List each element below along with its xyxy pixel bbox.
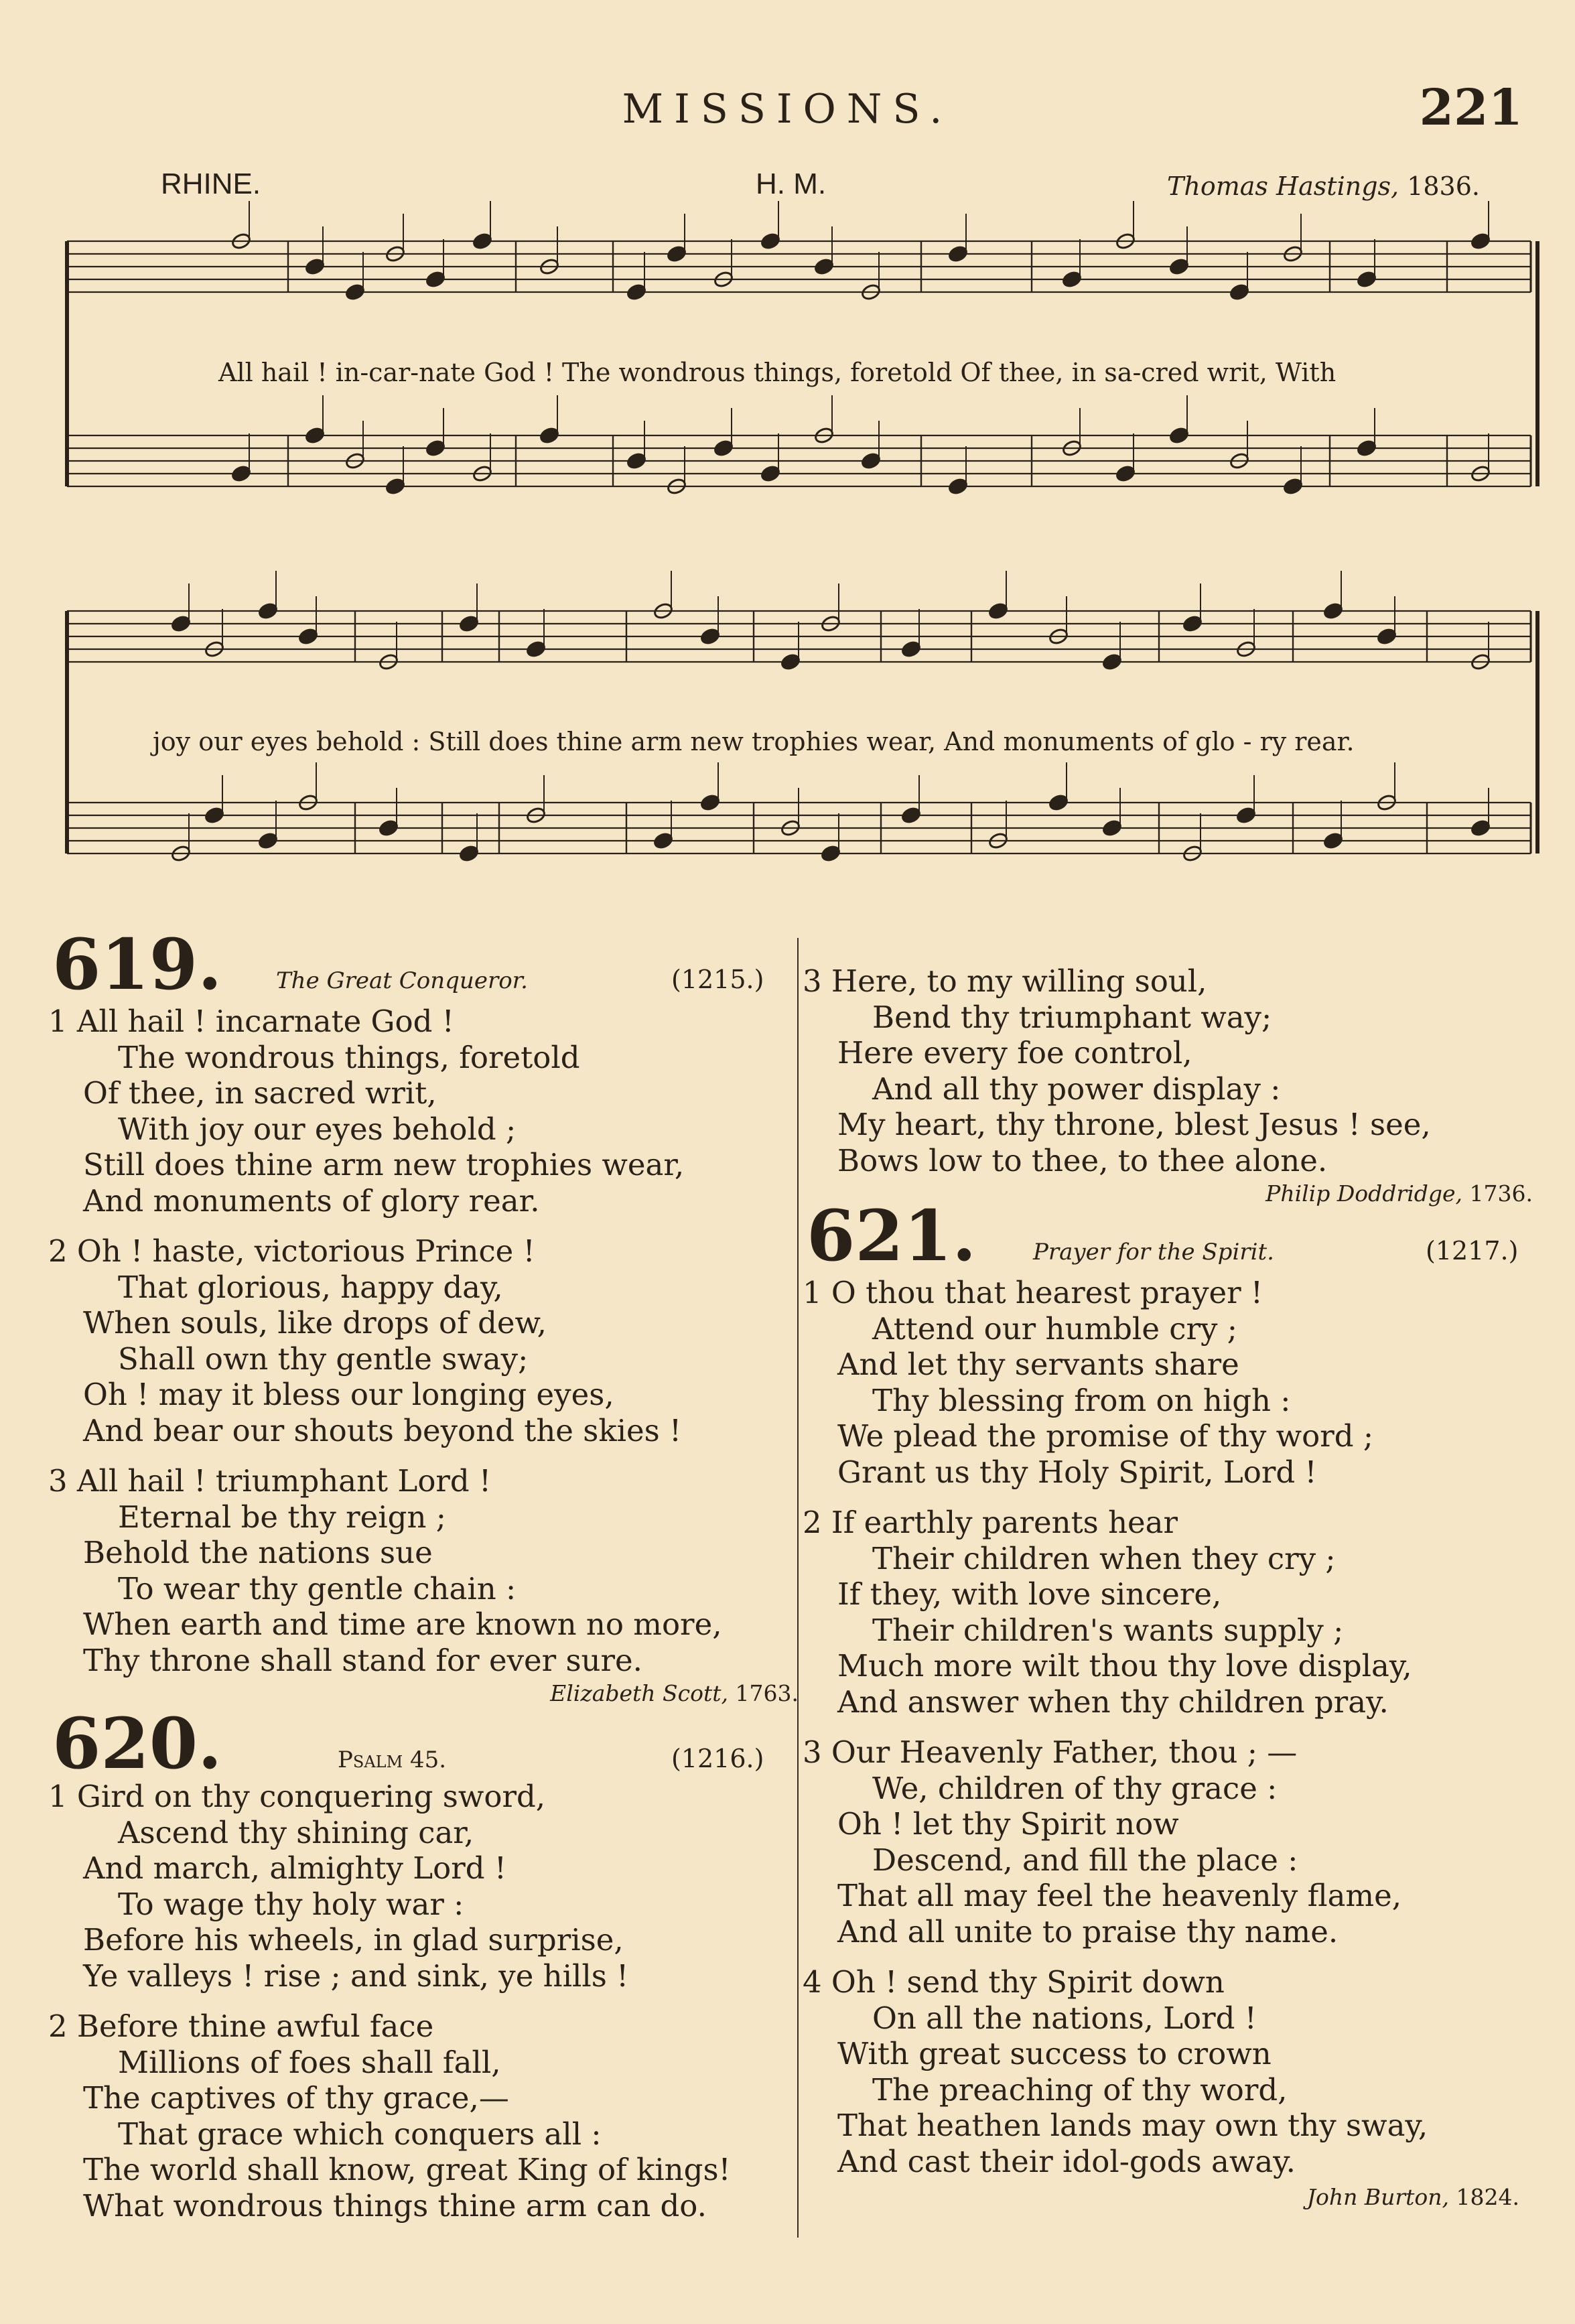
music-lyrics-line-1: All hail ! in-car-nate God ! The wondrous things, foretold Of thee, in sa-cred writ, With — [218, 358, 1337, 387]
stanza — [48, 1004, 805, 1219]
verse-line: And all thy power display : — [872, 1071, 1281, 1107]
verse-line: Behold the nations sue — [83, 1535, 433, 1570]
author-year: 1824. — [1456, 2184, 1519, 2210]
verse-line: That heathen lands may own thy sway, — [837, 2108, 1428, 2143]
verse-line: When earth and time are known no more, — [83, 1607, 722, 1642]
left-column — [48, 923, 805, 2238]
hymn-author — [803, 2182, 1560, 2213]
verse-line: What wondrous things thine arm can do. — [83, 2187, 707, 2224]
verse-line: Thy throne shall stand for ever sure. — [83, 1642, 642, 1678]
treble-staff-1 — [67, 201, 1531, 301]
hymn-number: 620. — [52, 1702, 222, 1785]
verse-line: The captives of thy grace,— — [83, 2080, 509, 2116]
tune-meter: H. M. — [756, 167, 827, 200]
hymn-621 — [803, 1194, 1560, 2213]
author-name: John Burton, — [1306, 2184, 1450, 2210]
hymn-619 — [48, 923, 805, 1709]
verse-line: The preaching of thy word, — [872, 2071, 1288, 2108]
section-title: MISSIONS. — [622, 86, 953, 133]
stanza — [803, 1505, 1560, 1720]
hymn-number: 621. — [807, 1194, 977, 1277]
verse-line: We plead the promise of thy word ; — [837, 1418, 1374, 1454]
tune-name: RHINE. — [161, 167, 261, 200]
verse-line: 1 Gird on thy conquering sword, — [48, 1779, 546, 1814]
verse-line: And monuments of glory rear. — [83, 1182, 540, 1219]
verse-line: That grace which conquers all : — [118, 2116, 602, 2152]
verse-line: And all unite to praise thy name. — [837, 1913, 1339, 1950]
verse-line: 3 Here, to my willing soul, — [803, 963, 1207, 999]
stanza — [803, 1964, 1560, 2179]
verse-line: 2 If earthly parents hear — [803, 1505, 1178, 1540]
verse-line: When souls, like drops of dew, — [83, 1305, 547, 1341]
author-year: 1763. — [735, 1680, 799, 1706]
bass-staff-2 — [67, 762, 1531, 863]
hymn-number: 619. — [52, 923, 222, 1006]
treble-staff-2 — [67, 571, 1531, 671]
stanza — [803, 963, 1560, 1178]
verse-line: Ye valleys ! rise ; and sink, ye hills ! — [83, 1958, 629, 1994]
verse-line: The wondrous things, foretold — [118, 1039, 580, 1075]
verse-line: The world shall know, great King of kings! — [83, 2152, 731, 2187]
verse-line: And march, almighty Lord ! — [83, 1850, 506, 1886]
verse-line: With great success to crown — [837, 2036, 1272, 2071]
hymn-ref: (1216.) — [671, 1744, 764, 1773]
verse-line: 3 Our Heavenly Father, thou ; — — [803, 1734, 1298, 1770]
verse-line: Bend thy triumphant way; — [872, 999, 1272, 1035]
verse-line: Eternal be thy reign ; — [118, 1499, 446, 1535]
stanza — [48, 1233, 805, 1448]
verse-line: Before his wheels, in glad surprise, — [83, 1922, 624, 1958]
verse-line: 2 Oh ! haste, victorious Prince ! — [48, 1233, 535, 1269]
hymn-620 — [48, 1702, 805, 2224]
verse-line: And bear our shouts beyond the skies ! — [83, 1412, 682, 1448]
verse-line: Ascend thy shining car, — [118, 1814, 474, 1850]
music-lyrics-line-2: joy our eyes behold : Still does thine arm new trophies wear, And monuments of glo - ry rear. — [153, 727, 1355, 756]
verse-line: 2 Before thine awful face — [48, 2008, 434, 2044]
verse-line: And let thy servants share — [837, 1347, 1239, 1382]
verse-line: 1 O thou that hearest prayer ! — [803, 1275, 1263, 1310]
composer-year: 1836. — [1407, 172, 1480, 201]
verse-line: Descend, and fill the place : — [872, 1842, 1298, 1878]
verse-line: That glorious, happy day, — [118, 1269, 503, 1305]
verse-line: Oh ! may it bless our longing eyes, — [83, 1377, 614, 1412]
verse-line: Their children when they cry ; — [872, 1540, 1336, 1576]
verse-line: And cast their idol-gods away. — [837, 2143, 1296, 2179]
composer-name: Thomas Hastings, — [1167, 172, 1399, 201]
verse-line: And answer when thy children pray. — [837, 1684, 1389, 1720]
hymn-ref: (1217.) — [1426, 1236, 1519, 1266]
verse-line: Still does thine arm new trophies wear, — [83, 1147, 685, 1182]
verse-line: With joy our eyes behold ; — [118, 1111, 517, 1147]
verse-line: If they, with love sincere, — [837, 1576, 1222, 1612]
right-column — [803, 963, 1560, 2213]
verse-line: Oh ! let thy Spirit now — [837, 1806, 1179, 1842]
verse-line: To wage thy holy war : — [118, 1886, 464, 1922]
verse-line: Of thee, in sacred writ, — [83, 1075, 437, 1111]
verse-line: Millions of foes shall fall, — [118, 2044, 501, 2080]
author-name: Elizabeth Scott, — [550, 1680, 729, 1706]
hymn-title: Psalm 45. — [338, 1747, 447, 1773]
verse-line: My heart, thy throne, blest Jesus ! see, — [837, 1107, 1431, 1142]
verse-line: Grant us thy Holy Spirit, Lord ! — [837, 1454, 1317, 1490]
verse-line: Bows low to thee, to thee alone. — [837, 1142, 1328, 1178]
bass-staff-1 — [67, 395, 1531, 496]
hymn-title: Prayer for the Spirit. — [1033, 1239, 1274, 1266]
verse-line: Thy blessing from on high : — [872, 1382, 1291, 1418]
hymn-title: The Great Conqueror. — [276, 967, 528, 994]
verse-line: 4 Oh ! send thy Spirit down — [803, 1964, 1225, 2000]
verse-line: Much more wilt thou thy love display, — [837, 1648, 1412, 1684]
stanza — [803, 1734, 1560, 1950]
stanza — [48, 2008, 805, 2224]
stanza — [48, 1779, 805, 1994]
author-name: Philip Doddridge, — [1265, 1180, 1463, 1207]
verse-line: That all may feel the heavenly flame, — [837, 1878, 1402, 1913]
verse-line: To wear thy gentle chain : — [118, 1570, 517, 1607]
verse-line: We, children of thy grace : — [872, 1770, 1278, 1806]
verse-line: On all the nations, Lord ! — [872, 2000, 1257, 2036]
stanza — [803, 1275, 1560, 1490]
stanza — [48, 1463, 805, 1678]
hymn-ref: (1215.) — [671, 965, 764, 994]
author-year: 1736. — [1469, 1180, 1533, 1207]
verse-line: Shall own thy gentle sway; — [118, 1341, 529, 1377]
page-number: 221 — [1419, 79, 1523, 137]
music-score — [0, 0, 1575, 938]
verse-line: Their children's wants supply ; — [872, 1612, 1344, 1648]
verse-line: Here every foe control, — [837, 1035, 1192, 1071]
verse-line: 1 All hail ! incarnate God ! — [48, 1004, 454, 1039]
verse-line: Attend our humble cry ; — [872, 1310, 1237, 1347]
verse-line: 3 All hail ! triumphant Lord ! — [48, 1463, 492, 1499]
